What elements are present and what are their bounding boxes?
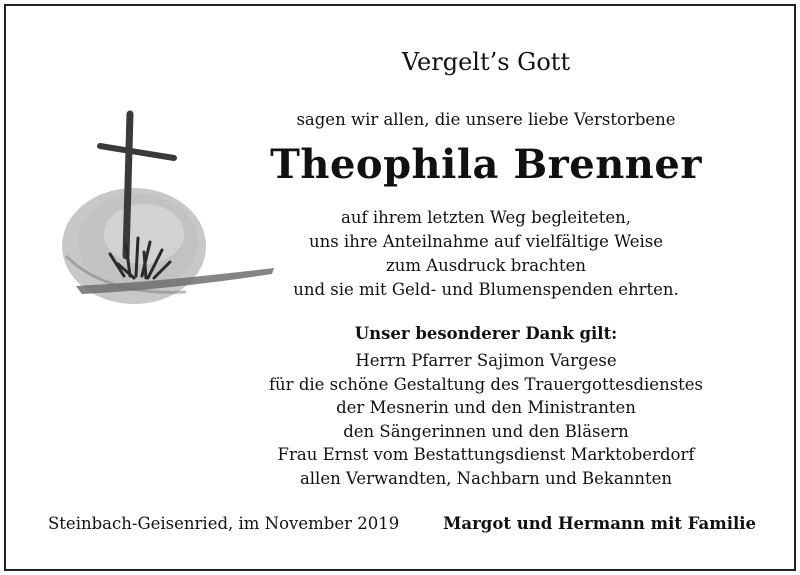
thanks-line: den Sängerinnen und den Bläsern <box>343 421 629 441</box>
body-text <box>236 206 736 302</box>
thanks-line: für die schöne Gestaltung des Trauergottesdienstes <box>268 374 704 394</box>
thanks-list <box>236 349 736 490</box>
deceased-name: Theophila Brenner <box>270 141 702 188</box>
thanks-title: Unser besonderer Dank gilt: <box>354 324 618 343</box>
heading: Vergelt’s Gott <box>401 48 571 76</box>
place-date: Steinbach-Geisenried, im November 2019 <box>48 514 400 533</box>
thanks-line: allen Verwandten, Nachbarn und Bekannten <box>299 468 673 488</box>
obituary-notice <box>4 4 796 571</box>
intro-text: sagen wir allen, die unsere liebe Verstorbene <box>296 110 676 129</box>
body-line: und sie mit Geld- und Blumenspenden ehrten. <box>293 280 679 299</box>
body-line: zum Ausdruck brachten <box>386 256 586 275</box>
body-line: auf ihrem letzten Weg begleiteten, <box>341 208 631 227</box>
thanks-line: Herrn Pfarrer Sajimon Vargese <box>355 351 617 370</box>
signature: Margot und Hermann mit Familie <box>443 514 756 533</box>
thanks-line: der Mesnerin und den Ministranten <box>336 398 636 417</box>
body-line: uns ihre Anteilnahme auf vielfältige Weise <box>308 232 664 251</box>
thanks-line: Frau Ernst vom Bestattungsdienst Marktoberdorf <box>277 445 695 464</box>
